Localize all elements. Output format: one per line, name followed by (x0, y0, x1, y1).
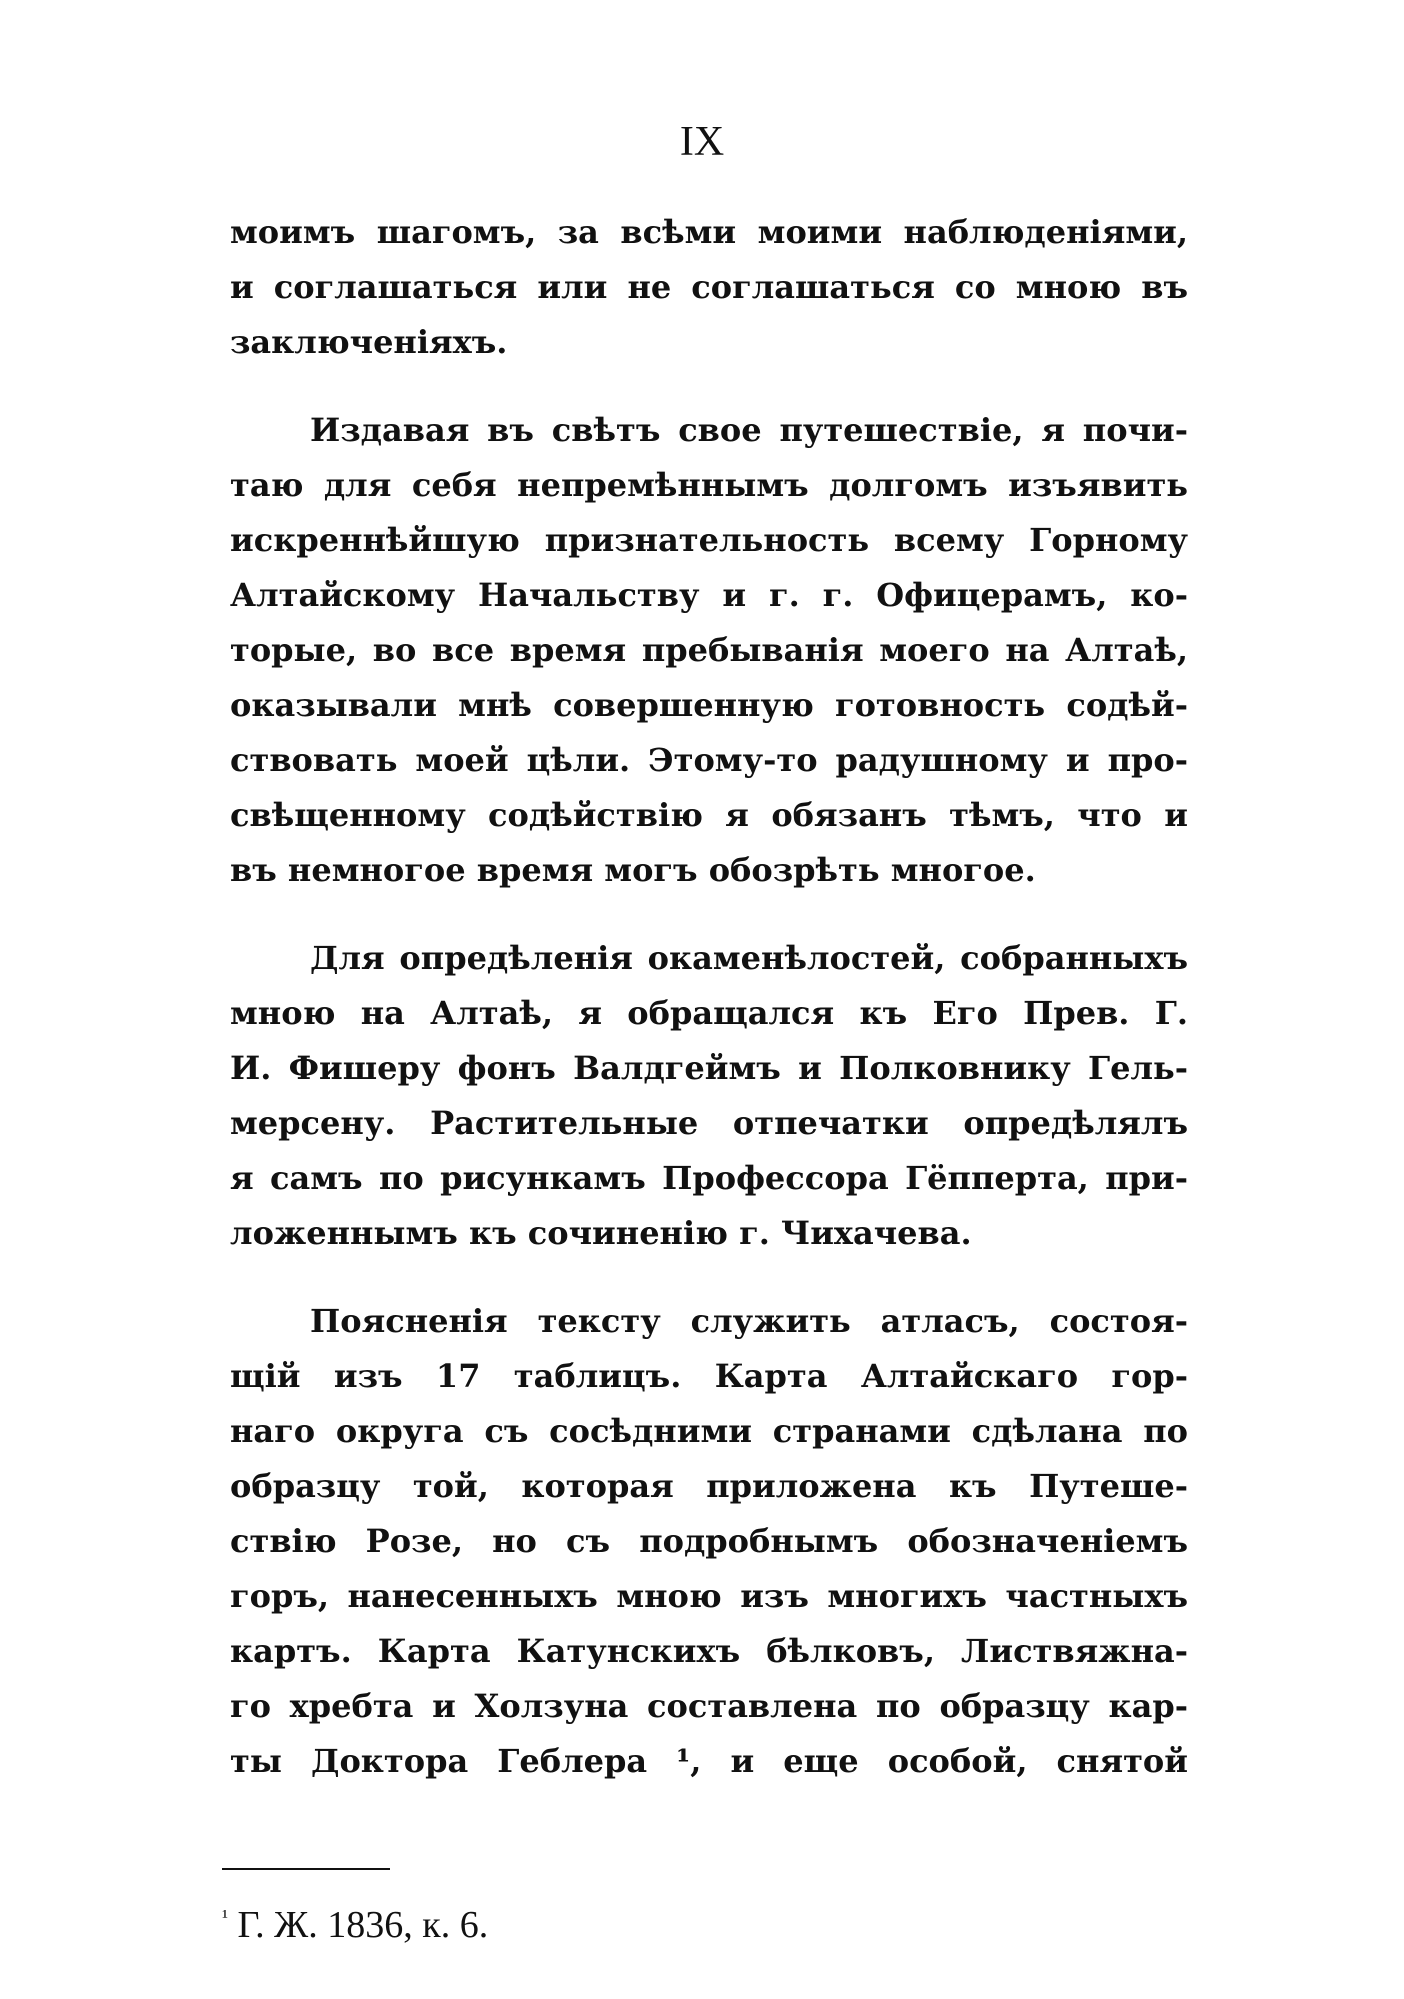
text-line: Для опредѣленія окаменѣлостей, собранныхъ (310, 939, 1188, 977)
paragraph (230, 931, 1188, 1261)
text-line: образцу той, которая приложена къ Путеше- (230, 1467, 1188, 1505)
paragraph (230, 403, 1188, 898)
text-line: ствію Розе, но съ подробнымъ обозначеніемъ (230, 1522, 1188, 1560)
text-line: искреннѣйшую признательность всему Горному (230, 521, 1188, 559)
text-line: торые, во все время пребыванія моего на Алтаѣ, (230, 631, 1188, 669)
footnote-divider (222, 1868, 390, 1870)
text-line: въ немногое время могъ обозрѣть многое. (230, 851, 1036, 889)
text-line: Издавая въ свѣтъ свое путешествіе, я почи- (310, 411, 1188, 449)
text-line: картъ. Карта Катунскихъ бѣлковъ, Листвяжна- (230, 1632, 1188, 1670)
page-number: IX (679, 119, 725, 165)
body-text (230, 205, 1188, 1789)
paragraph (230, 205, 1188, 370)
text-line: ствовать моей цѣли. Этому-то радушному и про- (230, 741, 1188, 779)
text-line: горъ, нанесенныхъ мною изъ многихъ частныхъ (230, 1577, 1188, 1615)
text-line: оказывали мнѣ совершенную готовность содѣй- (230, 686, 1188, 724)
text-line: мною на Алтаѣ, я обращался къ Его Прев. Г. (230, 994, 1188, 1032)
text-line: я самъ по рисункамъ Профессора Гёпперта, при- (230, 1159, 1188, 1197)
text-line: щій изъ 17 таблицъ. Карта Алтайскаго гор- (230, 1357, 1188, 1395)
text-line: наго округа съ сосѣдними странами сдѣлана по (230, 1412, 1188, 1450)
text-line: моимъ шагомъ, за всѣми моими наблюденіями, (230, 213, 1188, 251)
text-line: ты Доктора Геблера ¹, и еще особой, снятой (230, 1742, 1188, 1780)
text-line: и соглашаться или не соглашаться со мною въ (230, 268, 1188, 306)
footnote (222, 1900, 488, 1950)
text-line: И. Фишеру фонъ Валдгеймъ и Полковнику Гель- (230, 1049, 1188, 1087)
text-line: Поясненія тексту служить атласъ, состоя- (310, 1302, 1188, 1340)
footnote-text: Г. Ж. 1836, к. 6. (237, 1904, 489, 1946)
footnote-marker: ¹ (222, 1906, 228, 1928)
paragraph (230, 1294, 1188, 1789)
text-line: свѣщенному содѣйствію я обязанъ тѣмъ, что и (230, 796, 1188, 834)
text-line: таю для себя непремѣннымъ долгомъ изъявить (230, 466, 1188, 504)
text-line: ложеннымъ къ сочиненію г. Чихачева. (230, 1214, 972, 1252)
text-line: го хребта и Холзуна составлена по образцу кар- (230, 1687, 1188, 1725)
text-line: мерсену. Растительные отпечатки опредѣлялъ (230, 1104, 1188, 1142)
text-line: заключеніяхъ. (230, 323, 508, 361)
text-line: Алтайскому Начальству и г. г. Офицерамъ, ко- (230, 576, 1188, 614)
